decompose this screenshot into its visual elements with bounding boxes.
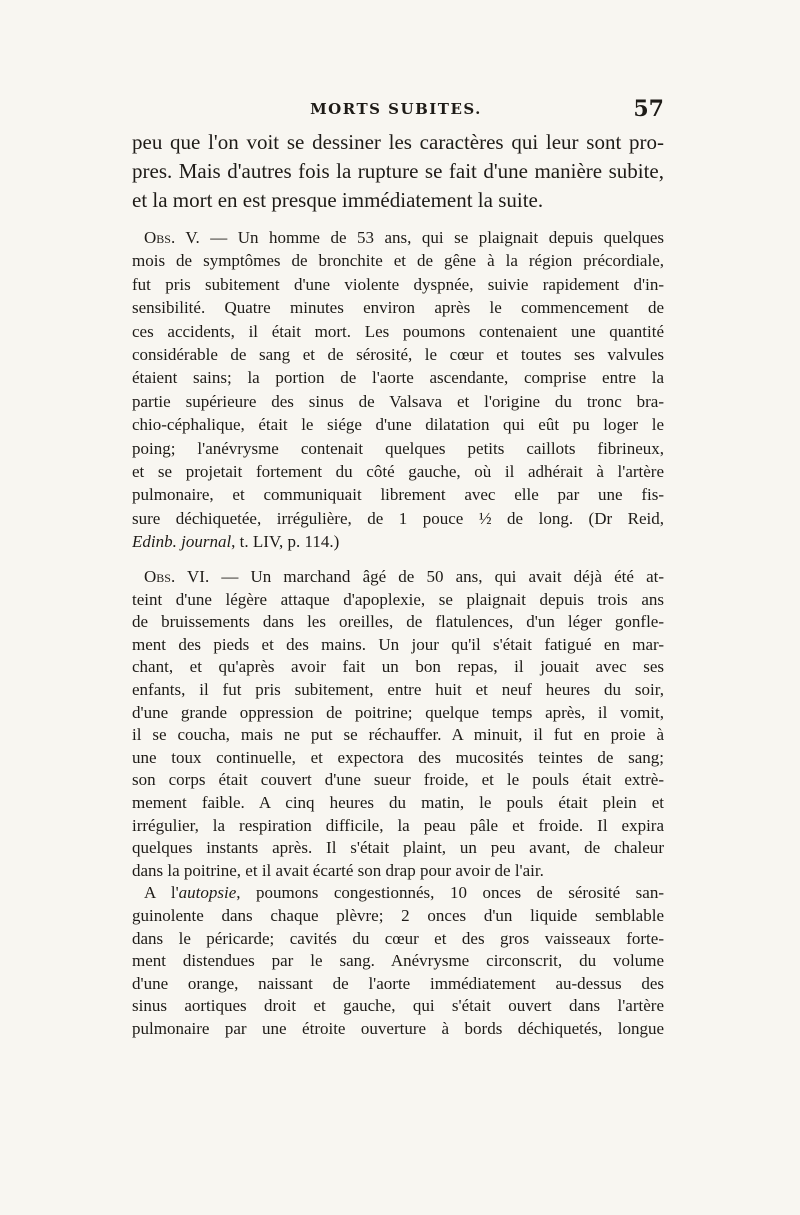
text-line: considérable de sang et de sérosité, le cœur et toutes ses valvules (132, 345, 664, 365)
text-line: sensibilité. Quatre minutes environ après le commencement de (132, 298, 664, 318)
text-fragment: A l' (144, 883, 179, 903)
observation-5 (132, 226, 664, 554)
text-fragment: — Un homme de 53 ans, qui se plaignait depuis quelques (199, 228, 664, 247)
text-fragment: , poumons congestionnés, 10 onces de sérosité san- (236, 883, 664, 903)
text-fragment: — Un marchand âgé de 50 ans, qui avait déjà été at- (209, 567, 664, 586)
text-line: partie supérieure des sinus de Valsava et l'origine du tronc bra- (132, 391, 664, 411)
text-line: ment distendues par le sang. Anévrysme circonscrit, du volume (132, 951, 664, 971)
text-line: dans le péricarde; cavités du cœur et des gros vaisseaux forte- (132, 928, 664, 948)
text-line: peu que l'on voit se dessiner les caractères qui leur sont pro- (132, 130, 664, 154)
observation-label: Obs. VI. (144, 567, 210, 586)
running-title: MORTS SUBITES. (310, 100, 482, 118)
text-line: quelques instants après. Il s'était plaint, un peu avant, de chaleur (132, 838, 664, 858)
text-line: sinus aortiques droit et gauche, qui s'était ouvert dans l'artère (132, 996, 664, 1016)
text-line: dans la poitrine, et il avait écarté son drap pour avoir de l'air. (132, 860, 544, 880)
text-line: ment des pieds et des mains. Un jour qu'il s'était fatigué en mar- (132, 634, 664, 654)
text-line: fut pris subitement d'une violente dyspnée, suivie rapidement d'in- (132, 274, 664, 294)
text-line: pres. Mais d'autres fois la rupture se fait d'une manière subite, (132, 159, 664, 183)
observation-label: Obs. V. (144, 228, 200, 247)
text-line: mement faible. A cinq heures du matin, le pouls était plein et (132, 792, 664, 812)
text-line: de bruissements dans les oreilles, de flatulences, d'un léger gonfle- (132, 612, 664, 632)
text-line: guinolente dans chaque plèvre; 2 onces d'un liquide semblable (132, 905, 664, 925)
autopsy-term: autopsie (178, 883, 237, 903)
text-line: chant, et qu'après avoir fait un bon repas, il jouait avec ses (132, 657, 664, 677)
journal-citation: Edinb. journal (132, 532, 232, 552)
text-line: et la mort en est presque immédiatement la suite. (132, 188, 544, 212)
text-line: enfants, il fut pris subitement, entre huit et neuf heures du soir, (132, 679, 664, 699)
text-line: ces accidents, il était mort. Les poumons contenaient une quantité (132, 321, 664, 341)
text-line: poing; l'anévrysme contenait quelques petits caillots fibrineux, (132, 438, 664, 458)
text-line: pulmonaire par une étroite ouverture à bords déchiquetés, longue (132, 1018, 664, 1038)
text-line: d'une orange, naissant de l'aorte immédiatement au-dessus des (132, 973, 664, 993)
text-fragment: , t. LIV, p. 114.) (231, 532, 340, 552)
text-line (132, 530, 664, 553)
text-line: d'une grande oppression de poitrine; quelque temps après, il vomit, (132, 702, 664, 722)
page-number: 57 (633, 96, 664, 122)
text-line: il se coucha, mais ne put se réchauffer. A minuit, il fut en proie à (132, 725, 664, 745)
text-line: irrégulier, la respiration difficile, la peau pâle et froide. Il expira (132, 815, 664, 835)
text-line (132, 566, 664, 589)
intro-paragraph (132, 128, 664, 215)
running-head (128, 96, 664, 122)
text-line: teint d'une légère attaque d'apoplexie, se plaignait depuis trois ans (132, 589, 664, 609)
text-line: une toux continuelle, et expectora des mucosités teintes de sang; (132, 747, 664, 767)
text-line: sure déchiquetée, irrégulière, de 1 pouce ½ de long. (Dr Reid, (132, 508, 664, 528)
text-line: chio-céphalique, était le siége d'une dilatation qui eût pu loger le (132, 415, 664, 435)
text-line (132, 226, 664, 249)
text-line: mois de symptômes de bronchite et de gêne à la région précordiale, (132, 251, 664, 271)
text-line: et se projetait fortement du côté gauche, où il adhérait à l'artère (132, 462, 664, 482)
text-line: son corps était couvert d'une sueur froide, et le pouls était extrè- (132, 770, 664, 790)
text-line: étaient sains; la portion de l'aorte ascendante, comprise entre la (132, 368, 664, 388)
observation-6 (132, 566, 664, 1040)
text-line: pulmonaire, et communiquait librement avec elle par une fis- (132, 485, 664, 505)
text-line (132, 882, 664, 905)
